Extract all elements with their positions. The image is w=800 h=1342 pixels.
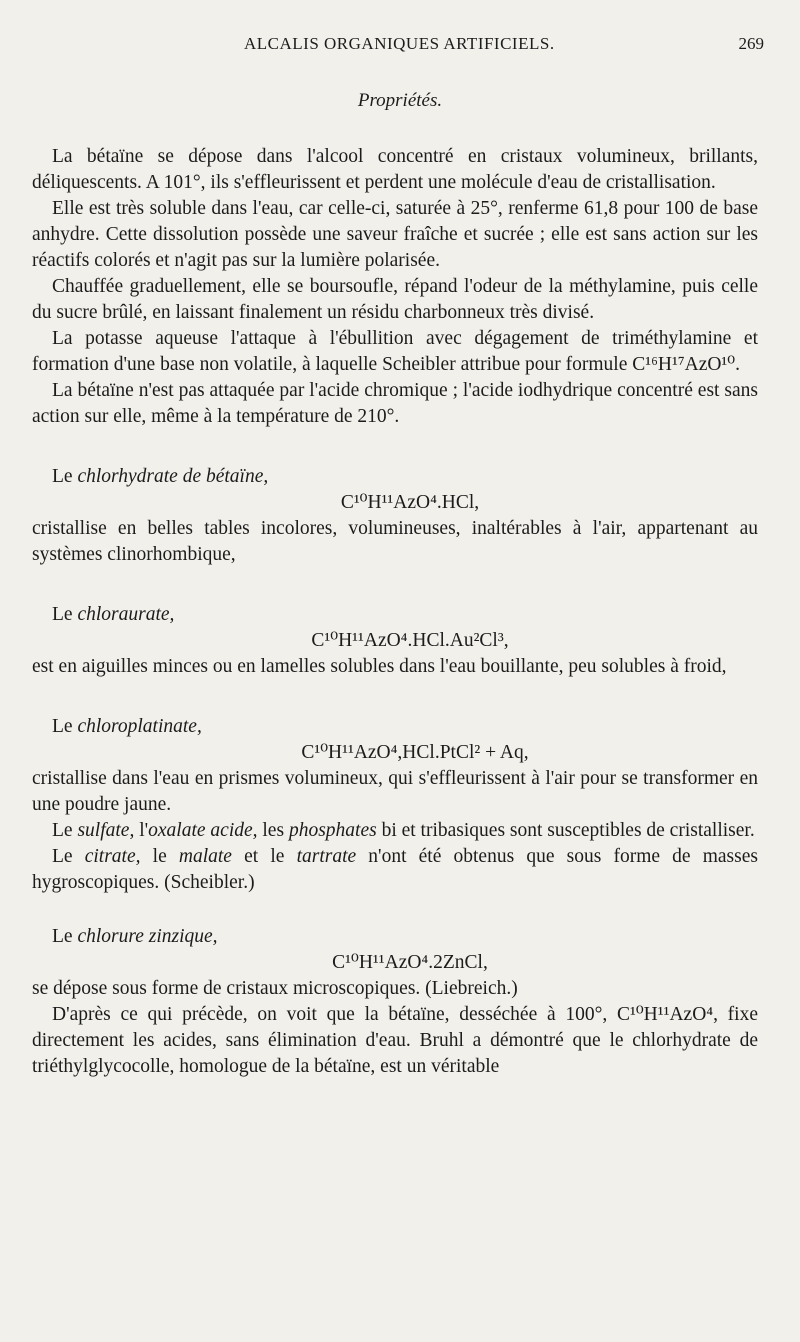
potash-formula: C¹⁶H¹⁷AzO¹⁰. (632, 354, 740, 375)
zinc-desc: se dépose sous forme de cristaux microscopiques. (Liebreich.) (32, 978, 518, 999)
chloroplatinate-formula: C¹⁰H¹¹AzO⁴,HCl.PtCl² + Aq, (301, 742, 529, 763)
page-header (32, 30, 764, 60)
paragraph-sulfate: Le sulfate, l'oxalate acide, les phosphates bi et tribasiques sont susceptibles de cristalliser. (52, 820, 755, 841)
potash-text: La potasse aqueuse l'attaque à l'ébullition avec dégagement de triméthylamine et formation d'une base non volatile, à laquelle Scheibler attribue pour formule (32, 328, 758, 375)
zinc-name: chlorure zinzique, (77, 926, 218, 947)
chloraurate-desc: est en aiguilles minces ou en lamelles solubles dans l'eau bouillante, peu solubles à froid, (32, 656, 727, 677)
page-body (32, 144, 758, 1080)
zinc-lead: Le chlorure zinzique, (52, 926, 218, 947)
chlorhydrate-lead: Le chlorhydrate de bétaïne, (52, 466, 269, 487)
paragraph-conclusion: D'après ce qui précède, on voit que la bétaïne, desséchée à 100°, C¹⁰H¹¹AzO⁴, fixe directement les acides, sans élimination d'eau. Bruhl a démontré que le chlorhydrate de triéthylglycocolle, homologue de la bétaïne, est un véritable (32, 1004, 758, 1077)
chloroplatinate-lead: Le chloroplatinate, (52, 716, 202, 737)
running-title: ALCALIS ORGANIQUES ARTIFICIELS. (244, 34, 555, 53)
chloraurate-lead: Le chloraurate, (52, 604, 175, 625)
paragraph-heating: Chauffée graduellement, elle se boursoufle, répand l'odeur de la méthylamine, puis celle du sucre brûlé, en laissant finalement un résidu charbonneux très divisé. (32, 276, 758, 323)
page-number: 269 (738, 34, 764, 53)
chloroplatinate-name: chloroplatinate, (77, 716, 202, 737)
chlorhydrate-name: chlorhydrate de bétaïne, (77, 466, 269, 487)
section-title: Propriétés. (357, 90, 443, 111)
chloroplatinate-desc: cristallise dans l'eau en prismes volumineux, qui s'effleurissent à l'air pour se transformer en une poudre jaune. (32, 768, 758, 815)
paragraph-chromic: La bétaïne n'est pas attaquée par l'acide chromique ; l'acide iodhydrique concentré est sans action sur elle, même à la température de 210°. (32, 380, 758, 427)
chlorhydrate-desc: cristallise en belles tables incolores, volumineuses, inaltérables à l'air, appartenant au systèmes clinorhombique, (32, 518, 758, 565)
chlorhydrate-formula: C¹⁰H¹¹AzO⁴.HCl, (340, 492, 480, 513)
chloraurate-formula: C¹⁰H¹¹AzO⁴.HCl.Au²Cl³, (311, 630, 509, 651)
paragraph-citrate: Le citrate, le malate et le tartrate n'ont été obtenus que sous forme de masses hygroscopiques. (Scheibler.) (32, 846, 758, 893)
paragraph-crystals: La bétaïne se dépose dans l'alcool concentré en cristaux volumineux, brillants, déliquescents. A 101°, ils s'effleurissent et perdent une molécule d'eau de cristallisation. (32, 146, 758, 193)
zinc-formula: C¹⁰H¹¹AzO⁴.2ZnCl, (332, 952, 488, 973)
paragraph-potash (32, 326, 758, 378)
paragraph-solubility: Elle est très soluble dans l'eau, car celle-ci, saturée à 25°, renferme 61,8 pour 100 de base anhydre. Cette dissolution possède une saveur fraîche et sucrée ; elle est sans action sur les réactifs colorés et n'agit pas sur la lumière polarisée. (32, 198, 758, 271)
chloraurate-name: chloraurate, (77, 604, 175, 625)
